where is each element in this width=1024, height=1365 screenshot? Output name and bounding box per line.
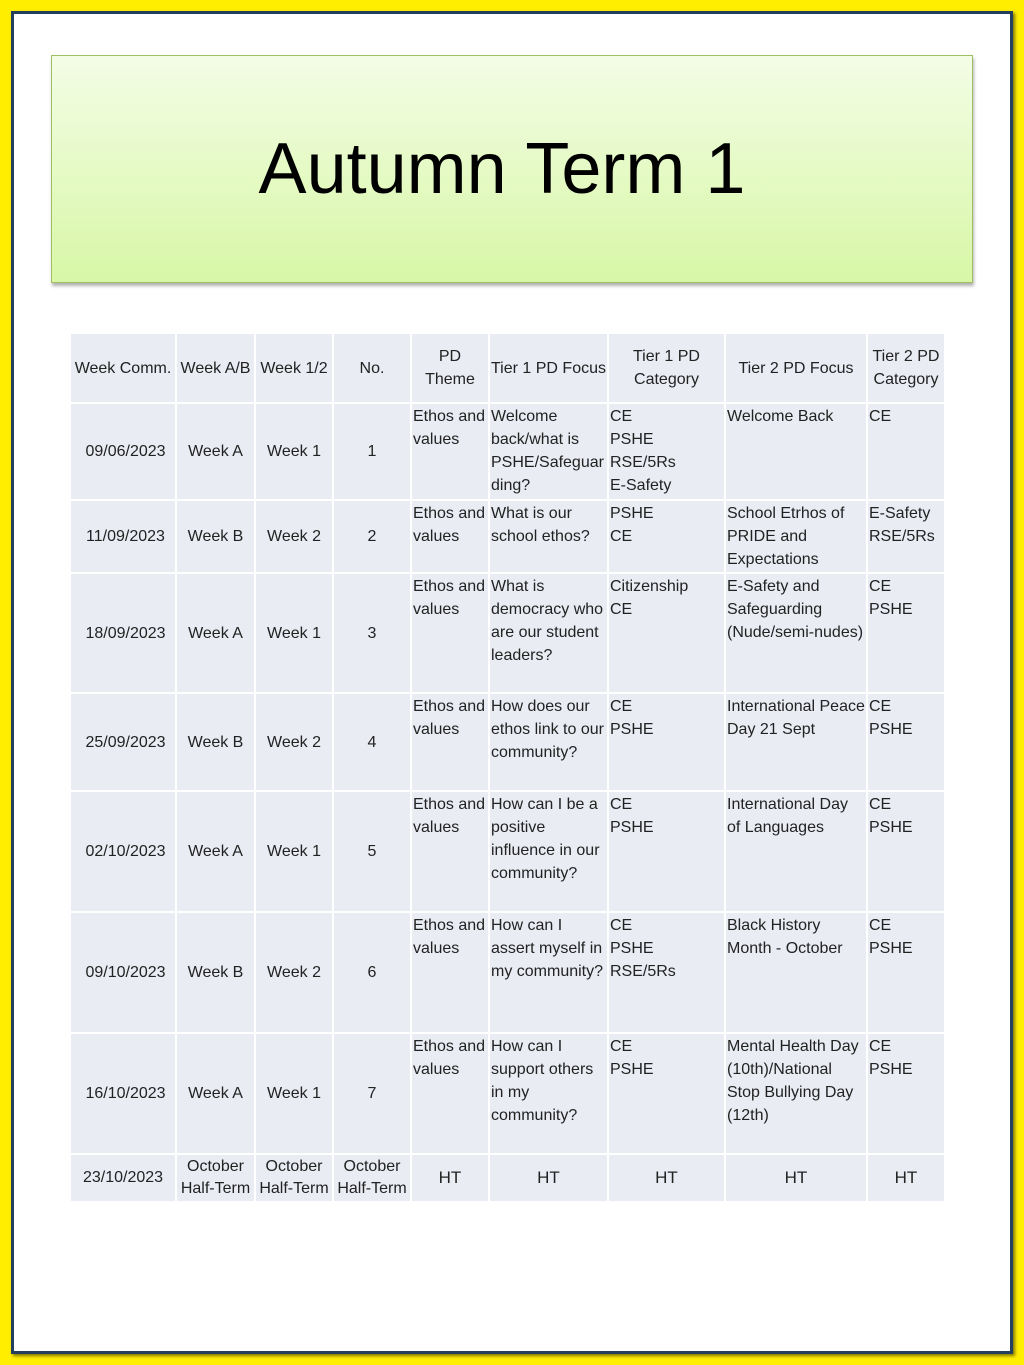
header-week-comm: Week Comm. [70, 333, 176, 403]
cell-pd-theme: Ethos and values [411, 912, 489, 1033]
cell-tier1-category: CE PSHE RSE/5Rs E-Safety [608, 403, 725, 500]
cell-week-12: Week 1 [255, 573, 333, 693]
cell-week-12: Week 1 [255, 403, 333, 500]
cell-week-12: Week 1 [255, 1033, 333, 1154]
cell-tier2-category: CE PSHE [867, 693, 945, 791]
cell-tier1-focus: How can I be a positive influence in our community? [489, 791, 608, 912]
cell-tier1-focus: HT [489, 1154, 608, 1202]
cell-pd-theme: Ethos and values [411, 403, 489, 500]
cell-week-12: Week 2 [255, 500, 333, 573]
cell-week-comm: 09/06/2023 [70, 403, 176, 500]
cell-tier1-category: CE PSHE [608, 791, 725, 912]
cell-tier2-category: CE PSHE [867, 1033, 945, 1154]
cell-tier1-focus: What is our school ethos? [489, 500, 608, 573]
header-week-ab: Week A/B [176, 333, 255, 403]
cell-tier1-focus: What is democracy who are our student leaders? [489, 573, 608, 693]
cell-week-12: October Half-Term [255, 1154, 333, 1202]
cell-tier2-category: CE PSHE [867, 791, 945, 912]
cell-week-12: Week 2 [255, 693, 333, 791]
cell-tier1-category: Citizenship CE [608, 573, 725, 693]
cell-tier2-focus: HT [725, 1154, 867, 1202]
cell-number: 6 [333, 912, 411, 1033]
table-row [70, 791, 945, 912]
table-row [70, 403, 945, 500]
cell-week-ab: Week A [176, 791, 255, 912]
cell-pd-theme: HT [411, 1154, 489, 1202]
cell-number: October Half-Term [333, 1154, 411, 1202]
cell-pd-theme: Ethos and values [411, 1033, 489, 1154]
cell-tier1-category: CE PSHE [608, 693, 725, 791]
cell-week-ab: Week A [176, 403, 255, 500]
header-tier1-category: Tier 1 PD Category [608, 333, 725, 403]
cell-number: 3 [333, 573, 411, 693]
cell-tier2-focus: E-Safety and Safeguarding (Nude/semi-nudes) [725, 573, 867, 693]
cell-number: 2 [333, 500, 411, 573]
cell-tier2-focus: School Etrhos of PRIDE and Expectations [725, 500, 867, 573]
cell-tier2-category: HT [867, 1154, 945, 1202]
cell-tier2-category: CE [867, 403, 945, 500]
cell-tier1-category: CE PSHE RSE/5Rs [608, 912, 725, 1033]
cell-tier1-focus: How does our ethos link to our community? [489, 693, 608, 791]
table-row [70, 693, 945, 791]
header-pd-theme: PD Theme [411, 333, 489, 403]
half-term-row [70, 1154, 945, 1202]
cell-week-ab: Week B [176, 500, 255, 573]
cell-tier2-focus: International Peace Day 21 Sept [725, 693, 867, 791]
header-number: No. [333, 333, 411, 403]
cell-tier1-focus: How can I assert myself in my community? [489, 912, 608, 1033]
cell-week-ab: Week A [176, 1033, 255, 1154]
cell-week-comm: 23/10/2023 [70, 1154, 176, 1202]
cell-tier2-category: CE PSHE [867, 912, 945, 1033]
cell-pd-theme: Ethos and values [411, 693, 489, 791]
cell-week-comm: 18/09/2023 [70, 573, 176, 693]
cell-week-ab: October Half-Term [176, 1154, 255, 1202]
title-banner [51, 55, 973, 283]
cell-tier1-category: CE PSHE [608, 1033, 725, 1154]
cell-number: 4 [333, 693, 411, 791]
cell-week-ab: Week A [176, 573, 255, 693]
cell-pd-theme: Ethos and values [411, 573, 489, 693]
header-tier1-focus: Tier 1 PD Focus [489, 333, 608, 403]
page-title: Autumn Term 1 [258, 129, 746, 209]
cell-pd-theme: Ethos and values [411, 500, 489, 573]
cell-week-comm: 09/10/2023 [70, 912, 176, 1033]
cell-tier2-focus: International Day of Languages [725, 791, 867, 912]
cell-number: 1 [333, 403, 411, 500]
cell-tier2-focus: Welcome Back [725, 403, 867, 500]
cell-week-ab: Week B [176, 912, 255, 1033]
cell-tier1-category: HT [608, 1154, 725, 1202]
cell-tier2-category: CE PSHE [867, 573, 945, 693]
cell-week-12: Week 2 [255, 912, 333, 1033]
table-row [70, 500, 945, 573]
cell-tier1-category: PSHE CE [608, 500, 725, 573]
table-row [70, 912, 945, 1033]
table-row [70, 1033, 945, 1154]
cell-week-ab: Week B [176, 693, 255, 791]
cell-week-comm: 02/10/2023 [70, 791, 176, 912]
cell-tier2-focus: Mental Health Day (10th)/National Stop Bullying Day (12th) [725, 1033, 867, 1154]
table-row [70, 573, 945, 693]
cell-tier2-category: E-Safety RSE/5Rs [867, 500, 945, 573]
cell-number: 7 [333, 1033, 411, 1154]
header-tier2-focus: Tier 2 PD Focus [725, 333, 867, 403]
cell-week-comm: 16/10/2023 [70, 1033, 176, 1154]
cell-week-12: Week 1 [255, 791, 333, 912]
schedule-table [69, 332, 946, 1203]
header-week-12: Week 1/2 [255, 333, 333, 403]
cell-tier1-focus: How can I support others in my community? [489, 1033, 608, 1154]
cell-tier2-focus: Black History Month - October [725, 912, 867, 1033]
cell-pd-theme: Ethos and values [411, 791, 489, 912]
cell-week-comm: 11/09/2023 [70, 500, 176, 573]
header-tier2-category: Tier 2 PD Category [867, 333, 945, 403]
cell-tier1-focus: Welcome back/what is PSHE/Safeguarding? [489, 403, 608, 500]
cell-number: 5 [333, 791, 411, 912]
cell-week-comm: 25/09/2023 [70, 693, 176, 791]
